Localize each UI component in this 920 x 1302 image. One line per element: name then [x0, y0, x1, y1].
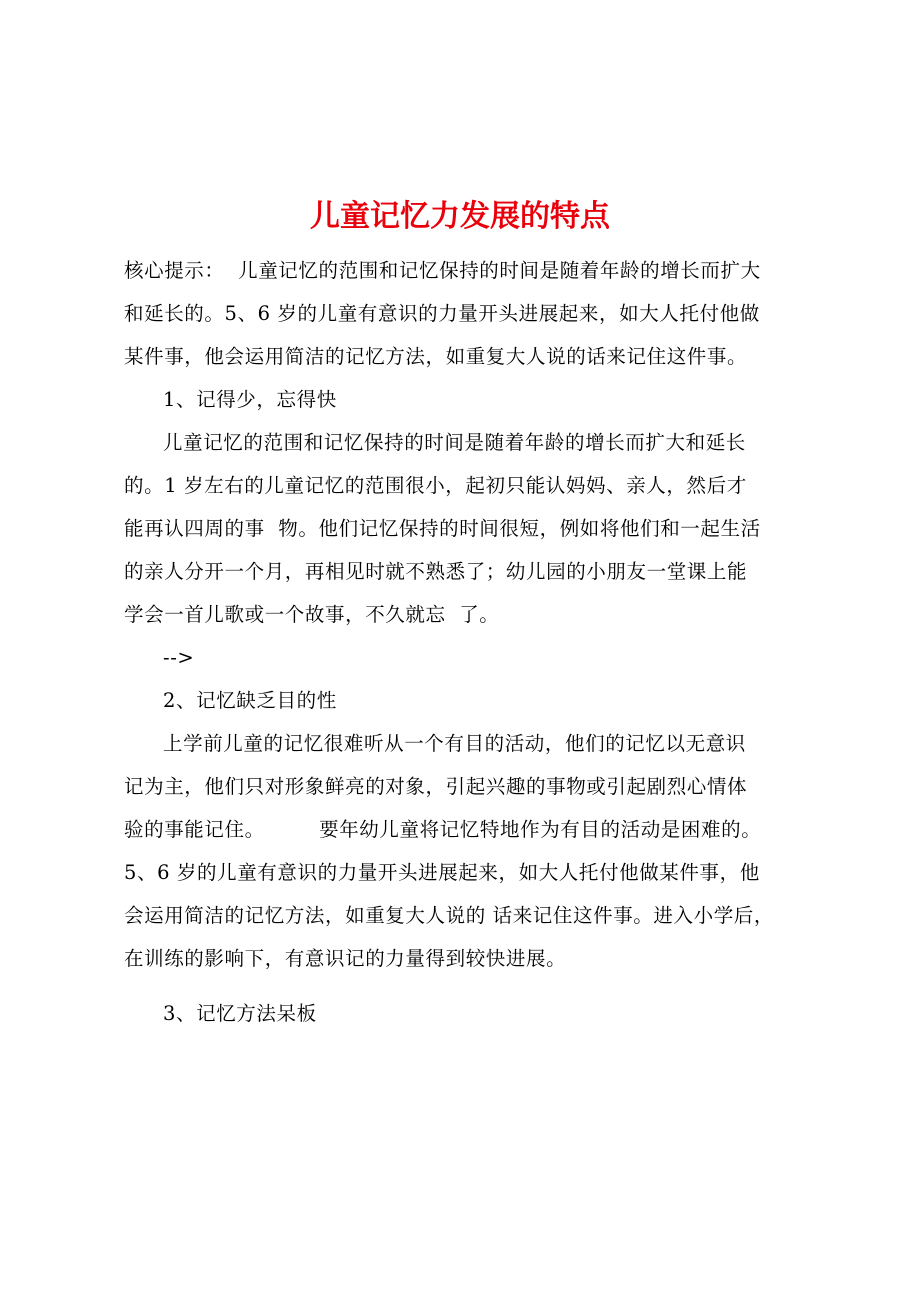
section-heading: 2、记忆缺乏目的性	[163, 689, 337, 712]
paragraph-line: 某件事，他会运用简洁的记忆方法，如重复大人说的话来记住这件事。	[124, 345, 748, 368]
page-title: 儿童记忆力发展的特点	[310, 199, 610, 234]
paragraph-line: 验的事能记住。 要年幼儿童将记忆特地作为有目的活动是困难的。	[124, 818, 762, 841]
paragraph-line: 和延长的。5、6 岁的儿童有意识的力量开头进展起来，如大人托付他做	[124, 302, 760, 325]
paragraph-line: 在训练的影响下，有意识记的力量得到较快进展。	[124, 947, 567, 970]
paragraph-line: 上学前儿童的记忆很难听从一个有目的活动，他们的记忆以无意识	[163, 732, 746, 755]
paragraph-line: 核心提示： 儿童记忆的范围和记忆保持的时间是随着年龄的增长而扩大	[124, 259, 761, 282]
paragraph-line: 儿童记忆的范围和记忆保持的时间是随着年龄的增长而扩大和延长	[163, 431, 746, 454]
paragraph-line: 5、6 岁的儿童有意识的力量开头进展起来，如大人托付他做某件事，他	[124, 861, 760, 884]
paragraph-line: 学会一首儿歌或一个故事，不久就忘 了。	[124, 603, 500, 626]
section-heading: 1、记得少，忘得快	[163, 388, 337, 411]
arrow-marker: -->	[163, 646, 195, 669]
paragraph-line: 的亲人分开一个月，再相见时就不熟悉了；幼儿园的小朋友一堂课上能	[124, 560, 748, 583]
paragraph-line: 会运用简洁的记忆方法，如重复大人说的 话来记住这件事。进入小学后，	[124, 904, 774, 927]
paragraph-line: 记为主，他们只对形象鲜亮的对象，引起兴趣的事物或引起剧烈心情体	[124, 775, 748, 798]
paragraph-line: 能再认四周的事 物。他们记忆保持的时间很短，例如将他们和一起生活	[124, 517, 761, 540]
section-heading: 3、记忆方法呆板	[163, 1002, 317, 1025]
paragraph-line: 的。1 岁左右的儿童记忆的范围很小，起初只能认妈妈、亲人，然后才	[124, 474, 747, 497]
